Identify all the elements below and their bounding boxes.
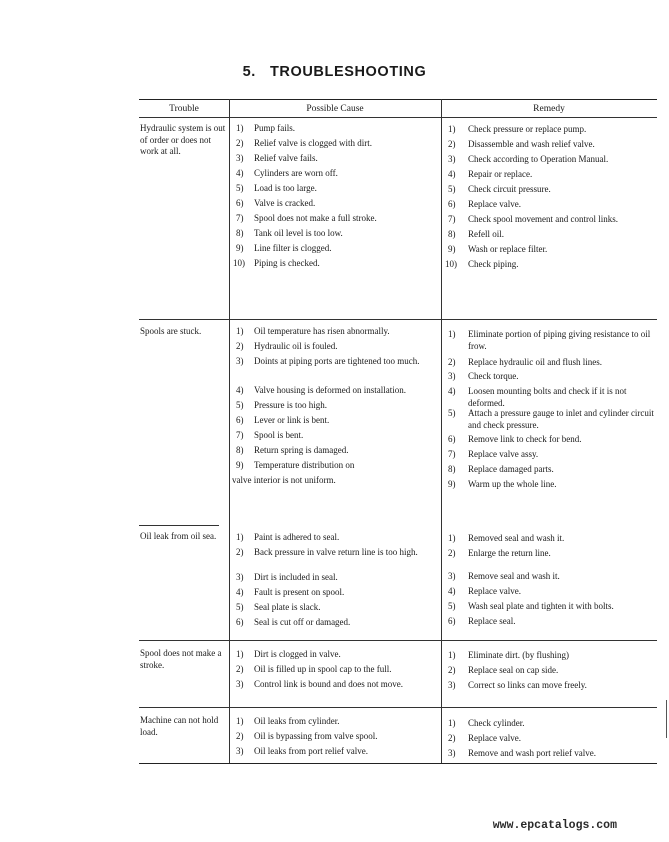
cause-item <box>236 356 426 368</box>
trouble-text: Oil leak from oil sea. <box>140 531 217 541</box>
remedy-number: 1) <box>448 650 456 660</box>
header-cause: Possible Cause <box>306 104 364 114</box>
cause-text: Oil is bypassing from valve spool. <box>254 731 378 741</box>
remedy-number: 3) <box>448 154 456 164</box>
cause-text: Piping is checked. <box>254 258 320 268</box>
remedy-item <box>448 386 658 409</box>
remedy-text: Replace seal on cap side. <box>468 665 559 675</box>
remedy-item <box>448 169 654 181</box>
remedy-item <box>448 616 654 628</box>
cause-text: Back pressure in valve return line is too high. <box>254 547 418 557</box>
cause-item <box>236 649 436 661</box>
cause-text: Pressure is too high. <box>254 400 327 410</box>
cause-text: Fault is present on spool. <box>254 587 345 597</box>
remedy-item <box>448 571 654 583</box>
header-remedy: Remedy <box>533 104 565 114</box>
cause-item <box>233 258 436 270</box>
cause-text: Paint is adhered to seal. <box>254 532 340 542</box>
cause-text: Spool is bent. <box>254 430 304 440</box>
remedy-item <box>448 184 654 196</box>
cause-item <box>236 716 436 728</box>
remedy-number: 1) <box>448 718 456 728</box>
row-rule <box>139 640 657 641</box>
remedy-item <box>448 139 654 151</box>
section-title: TROUBLESHOOTING <box>269 64 427 80</box>
remedy-item <box>448 650 654 662</box>
cause-text: Valve housing is deformed on installation. <box>254 385 406 395</box>
remedy-number: 4) <box>448 386 456 396</box>
remedy-item <box>445 259 654 271</box>
cause-number: 1) <box>236 326 244 336</box>
remedy-text: Removed seal and wash it. <box>468 533 565 543</box>
cause-number: 7) <box>236 430 244 440</box>
remedy-number: 3) <box>448 748 456 758</box>
remedy-text: Remove seal and wash it. <box>468 571 560 581</box>
cause-number: 2) <box>236 138 244 148</box>
cause-item <box>236 213 436 225</box>
cause-item <box>236 664 436 676</box>
header-rule <box>139 117 657 118</box>
scan-edge-mark <box>666 700 667 738</box>
remedy-number: 2) <box>448 139 456 149</box>
remedy-number: 5) <box>448 408 456 418</box>
cause-item <box>232 475 436 487</box>
remedy-text: Check cylinder. <box>468 718 525 728</box>
cause-number: 6) <box>236 198 244 208</box>
remedy-text: Replace hydraulic oil and flush lines. <box>468 357 602 367</box>
remedy-text: Replace valve. <box>468 733 521 743</box>
remedy-text: Check torque. <box>468 371 519 381</box>
cause-text: Return spring is damaged. <box>254 445 349 455</box>
cause-number: 9) <box>236 243 244 253</box>
cause-item <box>236 198 436 210</box>
cause-text: Oil leaks from port relief valve. <box>254 746 368 756</box>
remedy-text: Replace seal. <box>468 616 516 626</box>
remedy-number: 6) <box>448 434 456 444</box>
remedy-number: 4) <box>448 586 456 596</box>
remedy-text: Warm up the whole line. <box>468 479 557 489</box>
trouble-text: Spool does not make a stroke. <box>140 648 222 670</box>
cause-text: valve interior is not uniform. <box>232 475 336 485</box>
cause-number: 4) <box>236 385 244 395</box>
cause-item <box>236 587 436 599</box>
remedy-text: Replace damaged parts. <box>468 464 554 474</box>
remedy-item <box>448 154 654 166</box>
cause-text: Load is too large. <box>254 183 317 193</box>
cause-number: 2) <box>236 664 244 674</box>
remedy-item <box>448 533 654 545</box>
remedy-number: 2) <box>448 357 456 367</box>
cause-item <box>236 602 436 614</box>
remedy-text: Loosen mounting bolts and check if it is not deformed. <box>468 386 627 408</box>
cause-text: Valve is cracked. <box>254 198 316 208</box>
table-top-rule <box>139 99 657 100</box>
remedy-text: Wash seal plate and tighten it with bolts. <box>468 601 614 611</box>
remedy-item <box>448 479 654 491</box>
cause-number: 7) <box>236 213 244 223</box>
remedy-item <box>448 408 658 431</box>
remedy-number: 3) <box>448 571 456 581</box>
remedy-item <box>448 329 658 352</box>
cause-number: 3) <box>236 679 244 689</box>
remedy-item <box>448 371 654 383</box>
cause-number: 4) <box>236 587 244 597</box>
cause-number: 5) <box>236 183 244 193</box>
cause-item <box>236 243 436 255</box>
remedy-number: 8) <box>448 464 456 474</box>
remedy-number: 3) <box>448 371 456 381</box>
cause-number: 3) <box>236 153 244 163</box>
cause-number: 4) <box>236 168 244 178</box>
cause-item <box>236 430 436 442</box>
cause-number: 1) <box>236 649 244 659</box>
cause-number: 2) <box>236 341 244 351</box>
remedy-item <box>448 665 654 677</box>
remedy-number: 5) <box>448 601 456 611</box>
cause-item <box>236 746 436 758</box>
cause-text: Seal is cut off or damaged. <box>254 617 351 627</box>
remedy-number: 6) <box>448 199 456 209</box>
remedy-text: Refell oil. <box>468 229 504 239</box>
remedy-number: 9) <box>448 479 456 489</box>
remedy-text: Remove link to check for bend. <box>468 434 582 444</box>
cause-item <box>236 138 436 150</box>
remedy-text: Check according to Operation Manual. <box>468 154 609 164</box>
cause-item <box>236 532 436 544</box>
remedy-item <box>448 244 654 256</box>
remedy-number: 5) <box>448 184 456 194</box>
cause-text: Temperature distribution on <box>254 460 355 470</box>
remedy-item <box>448 199 654 211</box>
cause-number: 6) <box>236 617 244 627</box>
watermark: www.epcatalogs.com <box>492 819 617 832</box>
cause-text: Dirt is clogged in valve. <box>254 649 341 659</box>
remedy-item <box>448 449 654 461</box>
cause-item <box>236 228 436 240</box>
cause-item <box>236 679 436 691</box>
cause-text: Hydraulic oil is fouled. <box>254 341 338 351</box>
cause-number: 9) <box>236 460 244 470</box>
cause-item <box>236 153 436 165</box>
remedy-text: Wash or replace filter. <box>468 244 548 254</box>
cause-text: Pump fails. <box>254 123 296 133</box>
table-bottom-rule <box>139 763 657 764</box>
cause-text: Seal plate is slack. <box>254 602 321 612</box>
remedy-number: 1) <box>448 329 456 339</box>
trouble-text: Machine can not hold load. <box>140 715 219 737</box>
remedy-number: 4) <box>448 169 456 179</box>
cause-number: 5) <box>236 400 244 410</box>
remedy-number: 7) <box>448 449 456 459</box>
cause-item <box>236 731 436 743</box>
cause-number: 2) <box>236 547 244 557</box>
row-rule <box>139 707 657 708</box>
cause-text: Line filter is clogged. <box>254 243 332 253</box>
column-divider <box>441 99 442 763</box>
remedy-text: Eliminate dirt. (by flushing) <box>468 650 569 660</box>
remedy-number: 9) <box>448 244 456 254</box>
cause-number: 5) <box>236 602 244 612</box>
remedy-text: Check circuit pressure. <box>468 184 551 194</box>
cause-item <box>236 617 436 629</box>
cause-text: Relief valve fails. <box>254 153 318 163</box>
remedy-number: 7) <box>448 214 456 224</box>
remedy-number: 3) <box>448 680 456 690</box>
cause-item <box>236 547 436 559</box>
cause-number: 8) <box>236 228 244 238</box>
remedy-number: 2) <box>448 548 456 558</box>
cause-number: 10) <box>233 258 245 268</box>
remedy-item <box>448 357 654 369</box>
cause-number: 8) <box>236 445 244 455</box>
section-number: 5. <box>242 64 256 80</box>
remedy-text: Check piping. <box>468 259 519 269</box>
remedy-number: 1) <box>448 533 456 543</box>
remedy-item <box>448 464 654 476</box>
cause-text: Oil is filled up in spool cap to the full. <box>254 664 392 674</box>
cause-text: Oil leaks from cylinder. <box>254 716 340 726</box>
remedy-item <box>448 214 654 226</box>
cause-item <box>236 572 436 584</box>
remedy-item <box>448 718 654 730</box>
cause-number: 1) <box>236 716 244 726</box>
remedy-item <box>448 601 658 613</box>
trouble-text: Hydraulic system is out of order or does not work at all. <box>140 123 226 156</box>
cause-text: Lever or link is bent. <box>254 415 330 425</box>
remedy-text: Enlarge the return line. <box>468 548 551 558</box>
remedy-number: 2) <box>448 665 456 675</box>
cause-item <box>236 168 436 180</box>
cause-item <box>236 326 436 338</box>
cause-number: 6) <box>236 415 244 425</box>
remedy-text: Replace valve. <box>468 199 521 209</box>
remedy-item <box>448 680 654 692</box>
cause-number: 3) <box>236 572 244 582</box>
remedy-text: Remove and wash port relief valve. <box>468 748 596 758</box>
remedy-number: 6) <box>448 616 456 626</box>
remedy-text: Replace valve. <box>468 586 521 596</box>
row-rule <box>139 525 219 526</box>
cause-item <box>236 445 436 457</box>
cause-item <box>236 123 436 135</box>
page-title <box>0 64 669 80</box>
remedy-number: 1) <box>448 124 456 134</box>
cause-text: Tank oil level is too low. <box>254 228 343 238</box>
cause-text: Spool does not make a full stroke. <box>254 213 377 223</box>
cause-number: 3) <box>236 746 244 756</box>
trouble-text: Spools are stuck. <box>140 326 202 336</box>
cause-item <box>236 341 436 353</box>
remedy-text: Check spool movement and control links. <box>468 214 618 224</box>
remedy-item <box>448 548 654 560</box>
remedy-text: Eliminate portion of piping giving resistance to oil frow. <box>468 329 651 351</box>
remedy-item <box>448 124 654 136</box>
remedy-text: Check pressure or replace pump. <box>468 124 587 134</box>
cause-item <box>236 415 436 427</box>
remedy-text: Correct so links can move freely. <box>468 680 587 690</box>
cause-text: Relief valve is clogged with dirt. <box>254 138 372 148</box>
cause-number: 2) <box>236 731 244 741</box>
cause-item <box>236 460 436 472</box>
remedy-item <box>448 229 654 241</box>
remedy-text: Repair or replace. <box>468 169 533 179</box>
header-trouble: Trouble <box>169 104 199 114</box>
cause-number: 3) <box>236 356 244 366</box>
remedy-item <box>448 586 654 598</box>
cause-number: 1) <box>236 123 244 133</box>
remedy-number: 2) <box>448 733 456 743</box>
cause-item <box>236 385 436 397</box>
cause-number: 1) <box>236 532 244 542</box>
cause-item <box>236 400 436 412</box>
cause-text: Dirt is included in seal. <box>254 572 338 582</box>
cause-item <box>236 183 436 195</box>
cause-text: Control link is bound and does not move. <box>254 679 403 689</box>
remedy-text: Attach a pressure gauge to inlet and cylinder circuit and check pressure. <box>468 408 654 430</box>
cause-text: Oil temperature has risen abnormally. <box>254 326 390 336</box>
remedy-item <box>448 434 654 446</box>
cause-text: Cylinders are worn off. <box>254 168 338 178</box>
remedy-text: Replace valve assy. <box>468 449 539 459</box>
cause-text: Doints at piping ports are tightened too much. <box>254 356 420 366</box>
remedy-item <box>448 748 654 760</box>
row-rule <box>139 319 657 320</box>
remedy-number: 10) <box>445 259 457 269</box>
remedy-item <box>448 733 654 745</box>
remedy-text: Disassemble and wash relief valve. <box>468 139 595 149</box>
remedy-number: 8) <box>448 229 456 239</box>
